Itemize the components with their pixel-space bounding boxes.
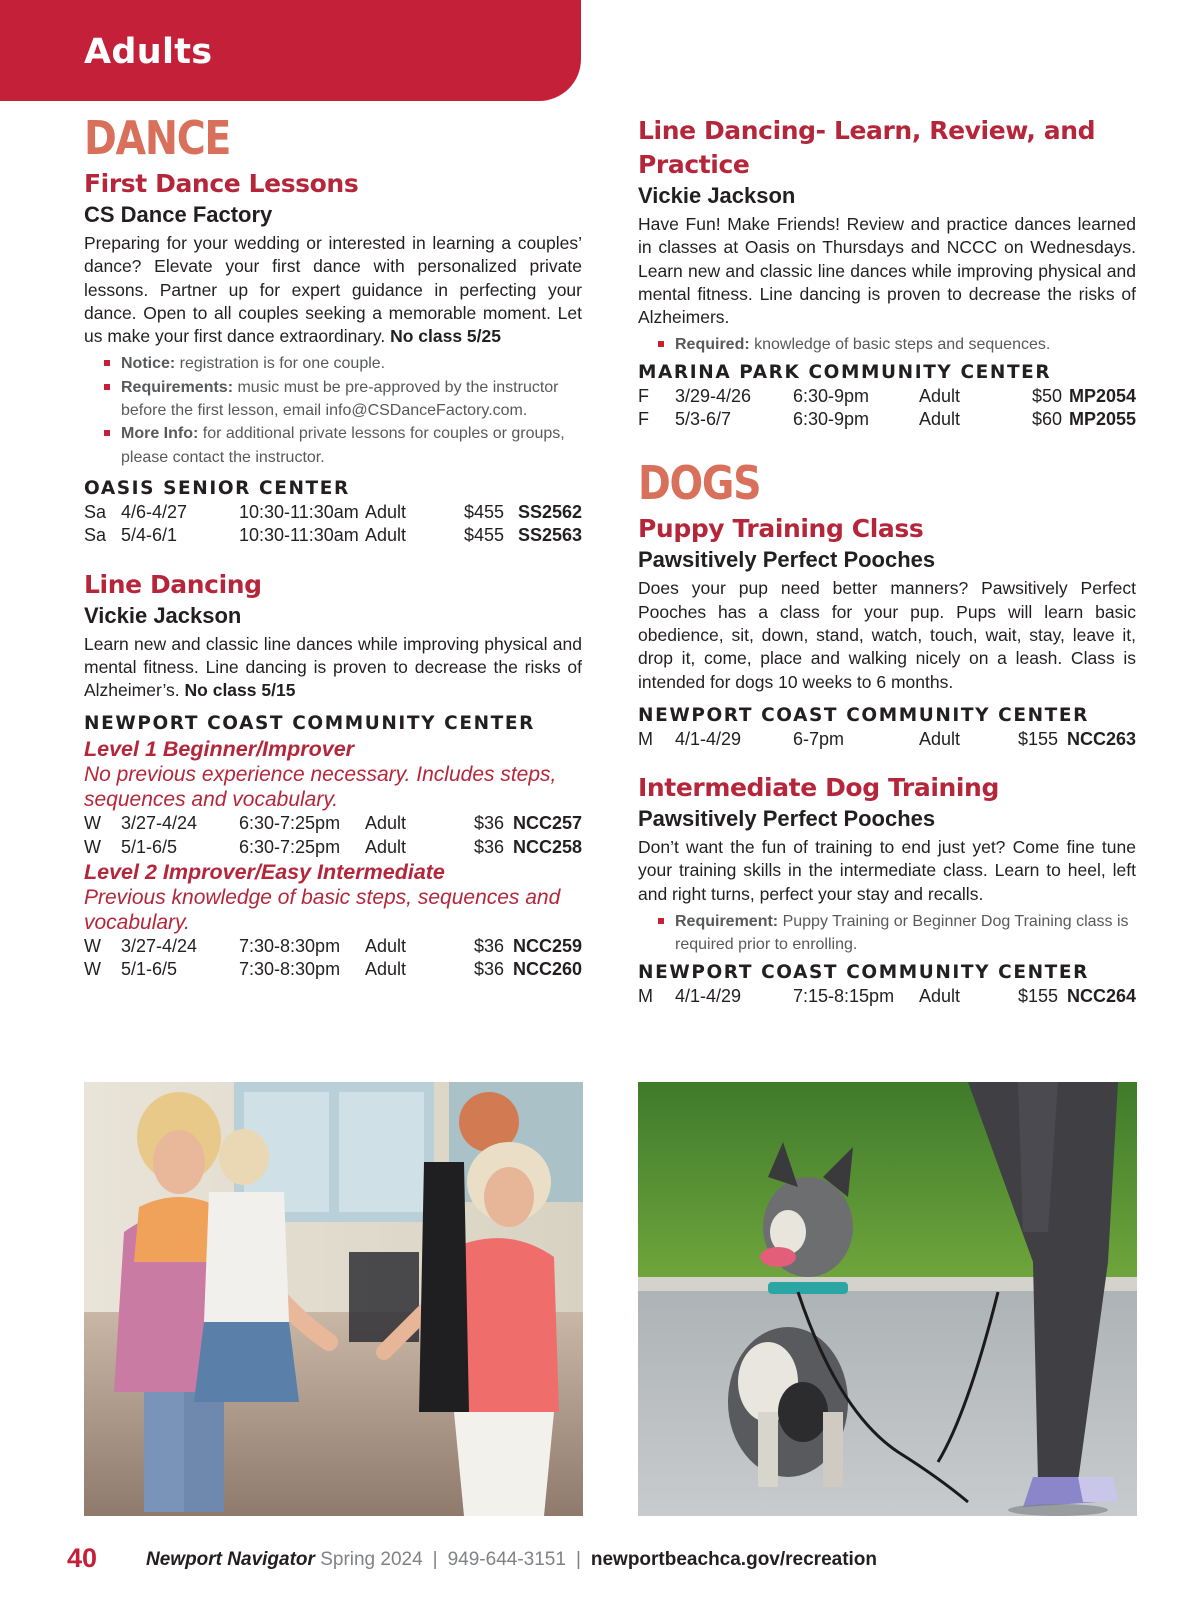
venue-name: NEWPORT COAST COMMUNITY CENTER bbox=[638, 704, 1089, 726]
note-item: Notice: registration is for one couple. bbox=[104, 352, 582, 375]
instructor-name: CS Dance Factory bbox=[84, 202, 273, 227]
dog-training-photo-illustration bbox=[638, 1082, 1137, 1516]
schedule-table bbox=[84, 501, 582, 548]
schedule-row: M 4/1-4/29 6-7pm Adult $155 NCC263 bbox=[638, 728, 1136, 751]
phone-number: 949-644-3151 bbox=[447, 1549, 566, 1570]
schedule-row: F 5/3-6/7 6:30-9pm Adult $60 MP2055 bbox=[638, 408, 1136, 431]
note-item: Required: knowledge of basic steps and sequences. bbox=[658, 333, 1136, 356]
schedule-table bbox=[84, 812, 582, 859]
schedule-row: W 5/1-6/5 6:30-7:25pm Adult $36 NCC258 bbox=[84, 836, 582, 859]
schedule-table bbox=[638, 985, 1136, 1008]
publication-season: Spring 2024 bbox=[314, 1549, 423, 1570]
course-description: Have Fun! Make Friends! Review and practice dances learned in classes at Oasis on Thursdays and NCCC on Wednesdays. Learn new and classic line dances while improving physical and mental fitness. Line dancing is proven to decrease the risks of Alzheimers. bbox=[638, 214, 1136, 328]
instructor-name: Pawsitively Perfect Pooches bbox=[638, 547, 936, 573]
category-title-dogs: DOGS bbox=[638, 456, 761, 511]
course-code: NCC257 bbox=[512, 813, 582, 834]
note-item: More Info: for additional private lessons for couples or groups, please contact the instructor. bbox=[104, 422, 582, 469]
dog-training-photo bbox=[638, 1082, 1137, 1516]
venue-name: NEWPORT COAST COMMUNITY CENTER bbox=[84, 713, 535, 735]
course-code: MP2055 bbox=[1068, 409, 1136, 430]
course-title: Puppy Training Class bbox=[638, 514, 924, 544]
venue-name: MARINA PARK COMMUNITY CENTER bbox=[638, 361, 1052, 383]
course-first-dance bbox=[84, 167, 582, 548]
course-code: NCC259 bbox=[512, 936, 582, 957]
level-description: No previous experience necessary. Includes steps, sequences and vocabulary. bbox=[84, 763, 557, 812]
schedule-table bbox=[638, 385, 1136, 432]
course-line-dancing bbox=[84, 568, 582, 982]
note-item: Requirement: Puppy Training or Beginner Dog Training class is required prior to enrolling. bbox=[658, 910, 1136, 957]
course-puppy-training bbox=[638, 512, 1136, 751]
schedule-row: Sa 5/4-6/1 10:30-11:30am Adult $455 SS2563 bbox=[84, 524, 582, 547]
level-description: Previous knowledge of basic steps, sequences and vocabulary. bbox=[84, 886, 561, 935]
course-notes bbox=[658, 910, 1136, 957]
schedule-table bbox=[638, 728, 1136, 751]
schedule-row: W 5/1-6/5 7:30-8:30pm Adult $36 NCC260 bbox=[84, 958, 582, 981]
footer-text bbox=[146, 1549, 877, 1571]
schedule-row: W 3/27-4/24 6:30-7:25pm Adult $36 NCC257 bbox=[84, 812, 582, 835]
course-title: First Dance Lessons bbox=[84, 169, 359, 198]
course-title: Intermediate Dog Training bbox=[638, 773, 999, 803]
level-title: Level 1 Beginner/Improver bbox=[84, 737, 355, 762]
course-notes bbox=[104, 352, 582, 468]
footer-separator: | bbox=[575, 1549, 581, 1570]
instructor-name: Vickie Jackson bbox=[638, 183, 796, 208]
line-dancing-photo bbox=[84, 1082, 583, 1516]
course-title: Line Dancing- Learn, Review, and Practice bbox=[638, 116, 1096, 179]
venue-name: OASIS SENIOR CENTER bbox=[84, 477, 350, 499]
course-description: Does your pup need better manners? Pawsitively Perfect Pooches has a class for your pup. Pups will learn basic obedience, sit, down, stand, watch, touch, wait, stay, leave it, drop it, come, place and walking nicely on a leash. Class is intended for dogs 10 weeks to 6 months. bbox=[638, 578, 1136, 692]
no-class-note: No class 5/25 bbox=[390, 326, 501, 347]
course-notes bbox=[658, 333, 1136, 356]
page-number: 40 bbox=[67, 1543, 98, 1573]
schedule-row: M 4/1-4/29 7:15-8:15pm Adult $155 NCC264 bbox=[638, 985, 1136, 1008]
footer-separator: | bbox=[432, 1549, 438, 1570]
level-title: Level 2 Improver/Easy Intermediate bbox=[84, 860, 445, 885]
page-footer bbox=[0, 1543, 1200, 1583]
schedule-row: Sa 4/6-4/27 10:30-11:30am Adult $455 SS2562 bbox=[84, 501, 582, 524]
course-code: SS2563 bbox=[517, 525, 582, 546]
course-code: MP2054 bbox=[1068, 385, 1136, 406]
note-item: Requirements: music must be pre-approved by the instructor before the first lesson, email info@CSDanceFactory.com. bbox=[104, 376, 582, 423]
course-description: Don’t want the fun of training to end just yet? Come fine tune your training skills in the intermediate class. Learn to heel, left and right turns, perfect your stay and recalls. bbox=[638, 837, 1136, 904]
course-intermediate-dog-training bbox=[638, 771, 1136, 1008]
left-column bbox=[84, 112, 582, 982]
instructor-name: Pawsitively Perfect Pooches bbox=[638, 806, 936, 832]
schedule-table bbox=[84, 935, 582, 982]
course-code: SS2562 bbox=[517, 501, 582, 522]
venue-name: NEWPORT COAST COMMUNITY CENTER bbox=[638, 961, 1089, 983]
publication-name: Newport Navigator bbox=[146, 1549, 315, 1570]
course-code: NCC263 bbox=[1066, 728, 1136, 749]
section-tab bbox=[0, 0, 581, 101]
schedule-row: F 3/29-4/26 6:30-9pm Adult $50 MP2054 bbox=[638, 385, 1136, 408]
course-line-dancing-review bbox=[638, 114, 1136, 431]
no-class-note: No class 5/15 bbox=[184, 680, 296, 701]
right-column bbox=[638, 114, 1136, 1008]
schedule-row: W 3/27-4/24 7:30-8:30pm Adult $36 NCC259 bbox=[84, 935, 582, 958]
website-link[interactable]: newportbeachca.gov/recreation bbox=[590, 1549, 878, 1570]
section-tab-label: Adults bbox=[84, 32, 213, 72]
course-code: NCC260 bbox=[512, 959, 582, 980]
course-title: Line Dancing bbox=[84, 569, 262, 599]
course-code: NCC258 bbox=[512, 836, 582, 857]
category-title-dance: DANCE bbox=[84, 111, 231, 165]
instructor-name: Vickie Jackson bbox=[84, 602, 242, 628]
course-description: Preparing for your wedding or interested in learning a couples’ dance? Elevate your first dance with personalized private lessons. Partner up for expert guidance in perfecting your dance. Open to all couples seeking a memorable moment. Let us make your first dance extraordinary. No class 5/25 bbox=[84, 233, 582, 347]
course-description: Learn new and classic line dances while improving physical and mental fitness. Line dancing is proven to decrease the risks of Alzheimer’s. No class 5/15 bbox=[84, 633, 582, 701]
line-dancing-photo-illustration bbox=[84, 1082, 583, 1516]
course-code: NCC264 bbox=[1066, 985, 1136, 1006]
